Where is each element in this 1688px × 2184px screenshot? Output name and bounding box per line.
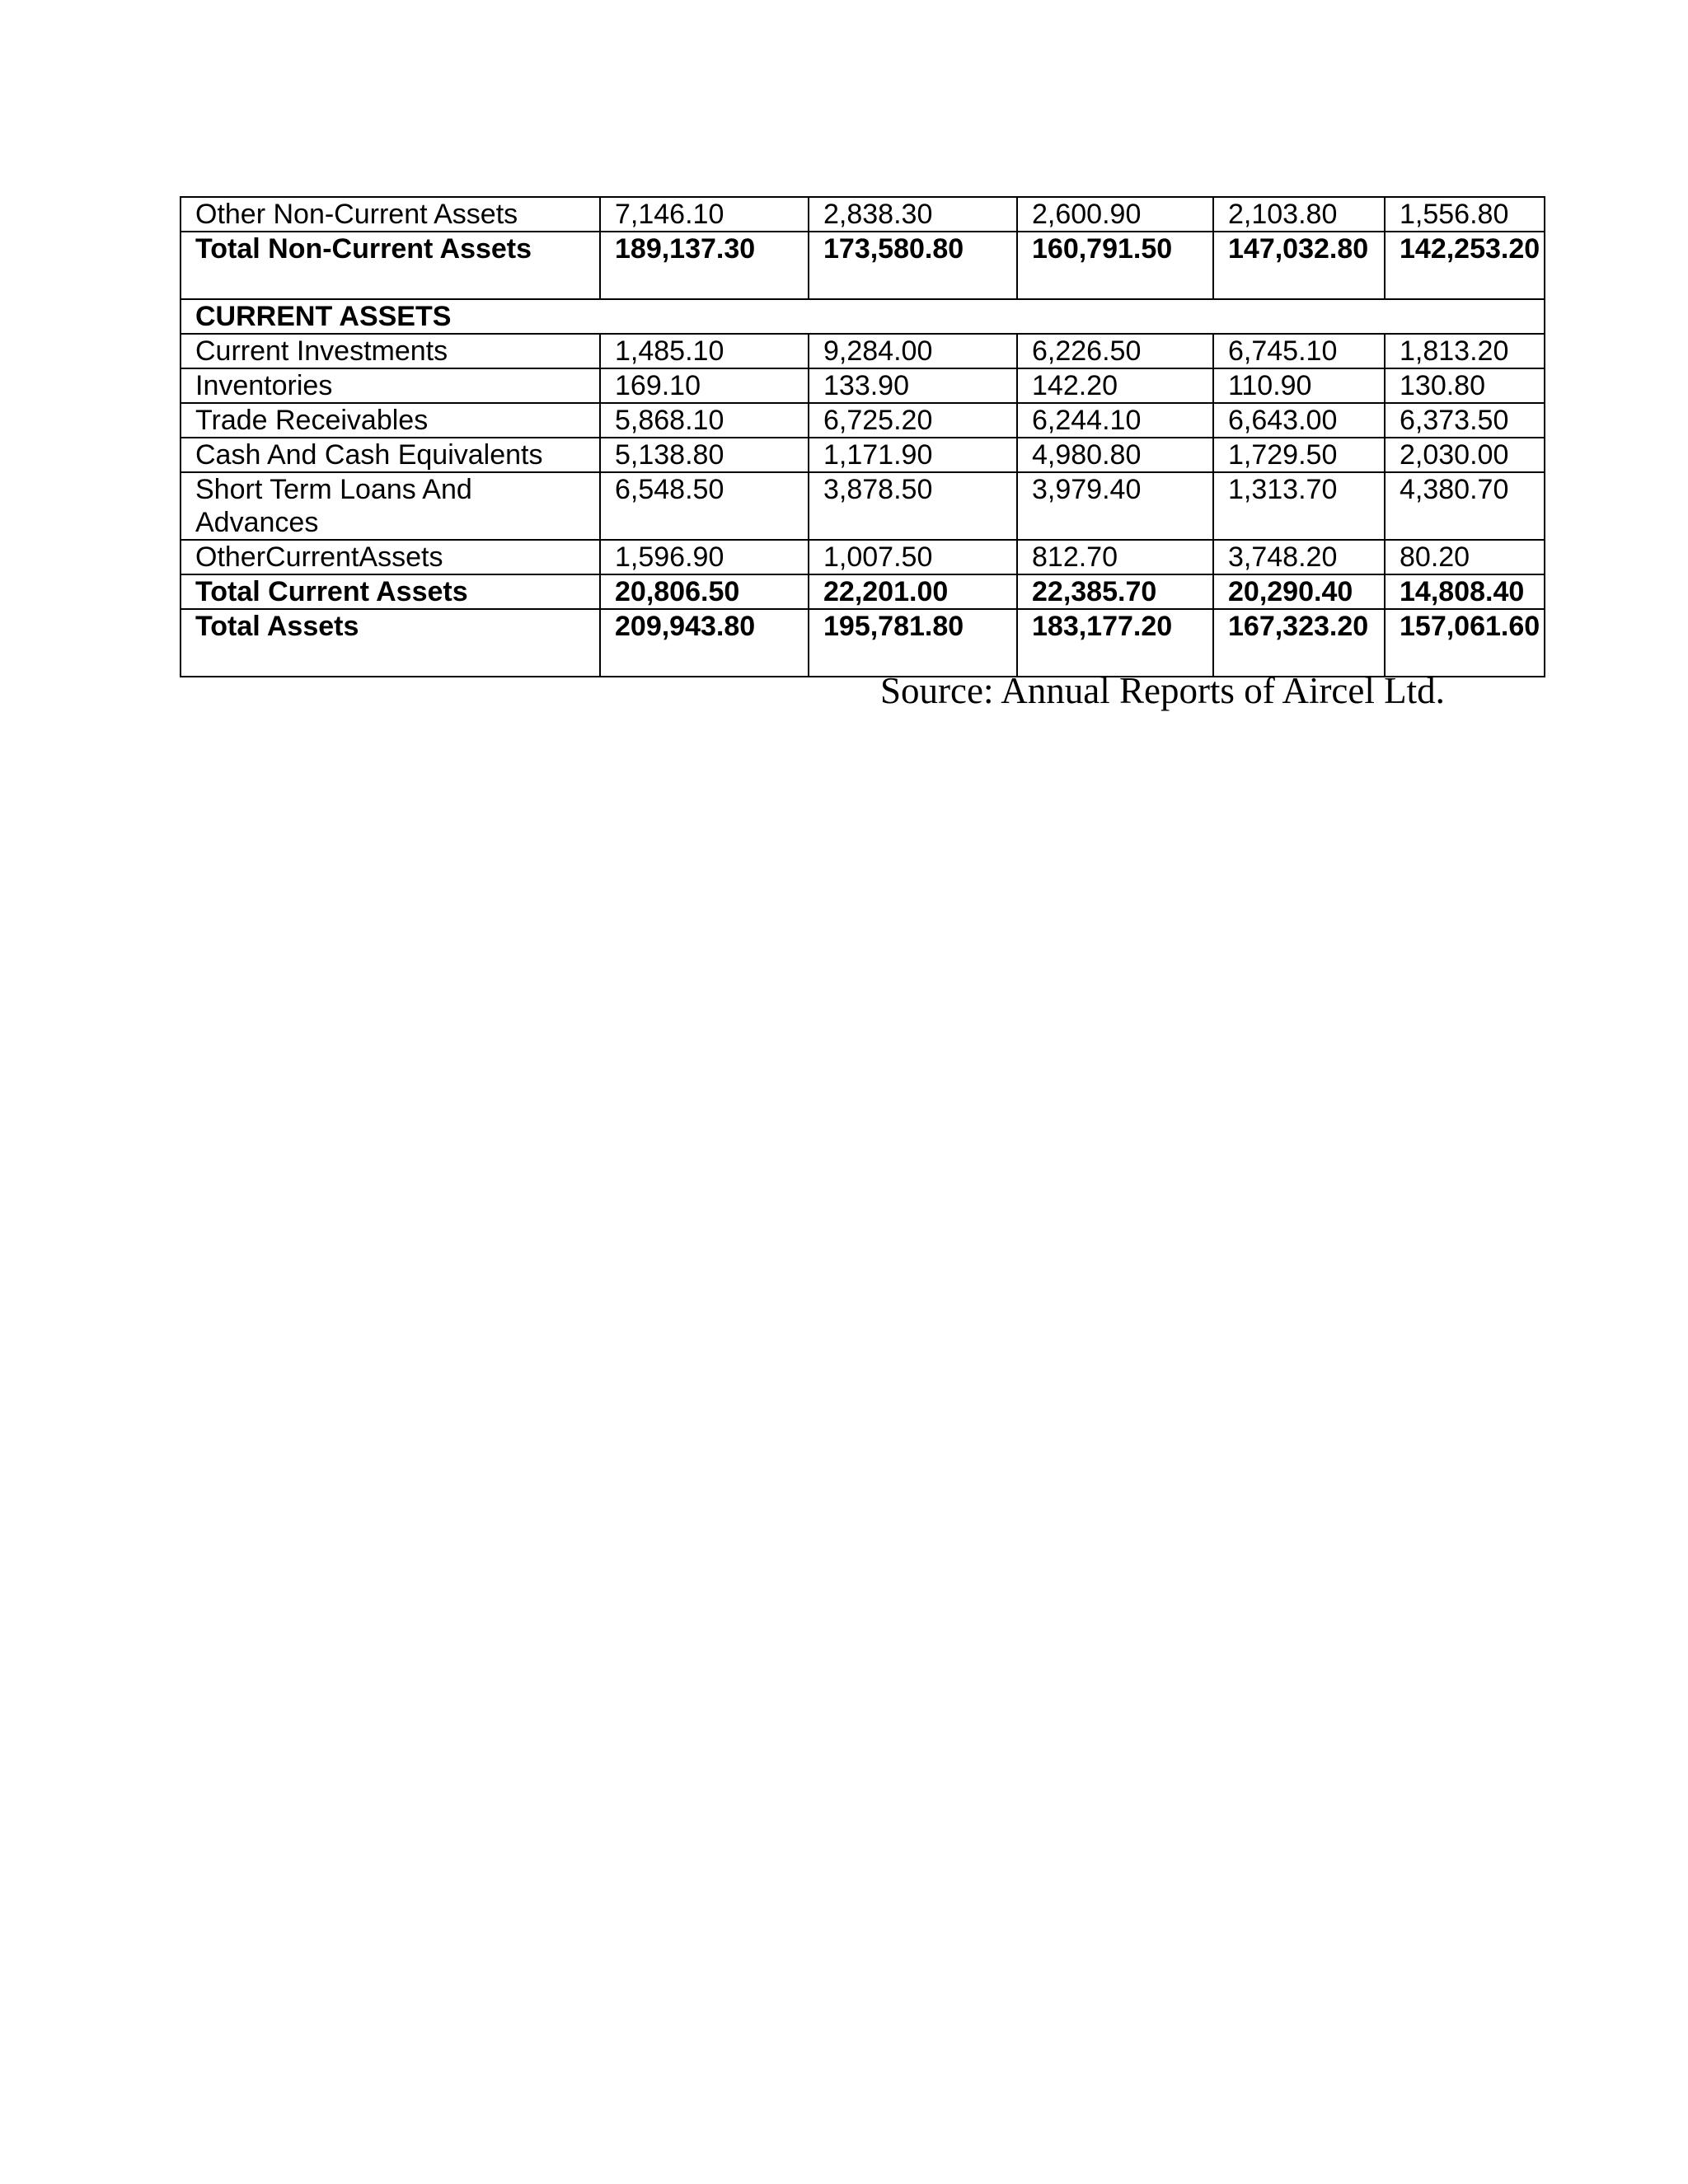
- row-label: Trade Receivables: [181, 403, 600, 438]
- table-cell: 142.20: [1017, 368, 1213, 403]
- table-row: [181, 403, 1545, 438]
- table-cell: 6,745.10: [1213, 334, 1385, 368]
- table-cell: 6,725.20: [809, 403, 1017, 438]
- table-cell: 3,878.50: [809, 472, 1017, 540]
- table-cell: 4,980.80: [1017, 438, 1213, 472]
- assets-table: [180, 196, 1545, 677]
- table-cell: 110.90: [1213, 368, 1385, 403]
- table-cell: 812.70: [1017, 540, 1213, 574]
- table-cell: 80.20: [1385, 540, 1545, 574]
- table-cell: 20,806.50: [600, 574, 809, 609]
- table-row: [181, 232, 1545, 299]
- table-row: [181, 197, 1545, 232]
- table-cell: 160,791.50: [1017, 232, 1213, 299]
- table-row: [181, 609, 1545, 677]
- table-cell: 142,253.20: [1385, 232, 1545, 299]
- row-label: Current Investments: [181, 334, 600, 368]
- table-row: [181, 472, 1545, 540]
- row-label: Short Term Loans And Advances: [181, 472, 600, 540]
- table-cell: 209,943.80: [600, 609, 809, 677]
- table-cell: 2,030.00: [1385, 438, 1545, 472]
- section-header-row: [181, 299, 1545, 334]
- table-row: [181, 334, 1545, 368]
- table-cell: 20,290.40: [1213, 574, 1385, 609]
- table-cell: 130.80: [1385, 368, 1545, 403]
- table-cell: 22,385.70: [1017, 574, 1213, 609]
- table-cell: 9,284.00: [809, 334, 1017, 368]
- row-label: Cash And Cash Equivalents: [181, 438, 600, 472]
- table-cell: 147,032.80: [1213, 232, 1385, 299]
- table-row: [181, 540, 1545, 574]
- table-cell: 2,103.80: [1213, 197, 1385, 232]
- table-cell: 169.10: [600, 368, 809, 403]
- table-cell: 2,838.30: [809, 197, 1017, 232]
- row-label: Total Non-Current Assets: [181, 232, 600, 299]
- source-caption: Source: Annual Reports of Aircel Ltd.: [880, 670, 1445, 711]
- table-cell: 7,146.10: [600, 197, 809, 232]
- table-cell: 1,485.10: [600, 334, 809, 368]
- row-label: Other Non-Current Assets: [181, 197, 600, 232]
- table-cell: 5,868.10: [600, 403, 809, 438]
- table-cell: 6,226.50: [1017, 334, 1213, 368]
- section-heading: CURRENT ASSETS: [181, 299, 1545, 334]
- row-label: Inventories: [181, 368, 600, 403]
- table-cell: 1,813.20: [1385, 334, 1545, 368]
- table-cell: 6,548.50: [600, 472, 809, 540]
- table-cell: 157,061.60: [1385, 609, 1545, 677]
- table-cell: 6,643.00: [1213, 403, 1385, 438]
- table-cell: 1,171.90: [809, 438, 1017, 472]
- table-cell: 1,007.50: [809, 540, 1017, 574]
- table-cell: 22,201.00: [809, 574, 1017, 609]
- table-cell: 167,323.20: [1213, 609, 1385, 677]
- table-cell: 3,979.40: [1017, 472, 1213, 540]
- table-cell: 2,600.90: [1017, 197, 1213, 232]
- table-cell: 173,580.80: [809, 232, 1017, 299]
- table-cell: 6,373.50: [1385, 403, 1545, 438]
- table-cell: 3,748.20: [1213, 540, 1385, 574]
- table-row: [181, 368, 1545, 403]
- table-row: [181, 574, 1545, 609]
- table-cell: 189,137.30: [600, 232, 809, 299]
- table-cell: 1,729.50: [1213, 438, 1385, 472]
- table-cell: 1,556.80: [1385, 197, 1545, 232]
- table-cell: 14,808.40: [1385, 574, 1545, 609]
- table-row: [181, 438, 1545, 472]
- table-cell: 6,244.10: [1017, 403, 1213, 438]
- table-cell: 1,596.90: [600, 540, 809, 574]
- row-label: Total Assets: [181, 609, 600, 677]
- row-label: OtherCurrentAssets: [181, 540, 600, 574]
- table-cell: 1,313.70: [1213, 472, 1385, 540]
- table-cell: 4,380.70: [1385, 472, 1545, 540]
- table-cell: 183,177.20: [1017, 609, 1213, 677]
- table-cell: 195,781.80: [809, 609, 1017, 677]
- row-label: Total Current Assets: [181, 574, 600, 609]
- table-cell: 133.90: [809, 368, 1017, 403]
- table-cell: 5,138.80: [600, 438, 809, 472]
